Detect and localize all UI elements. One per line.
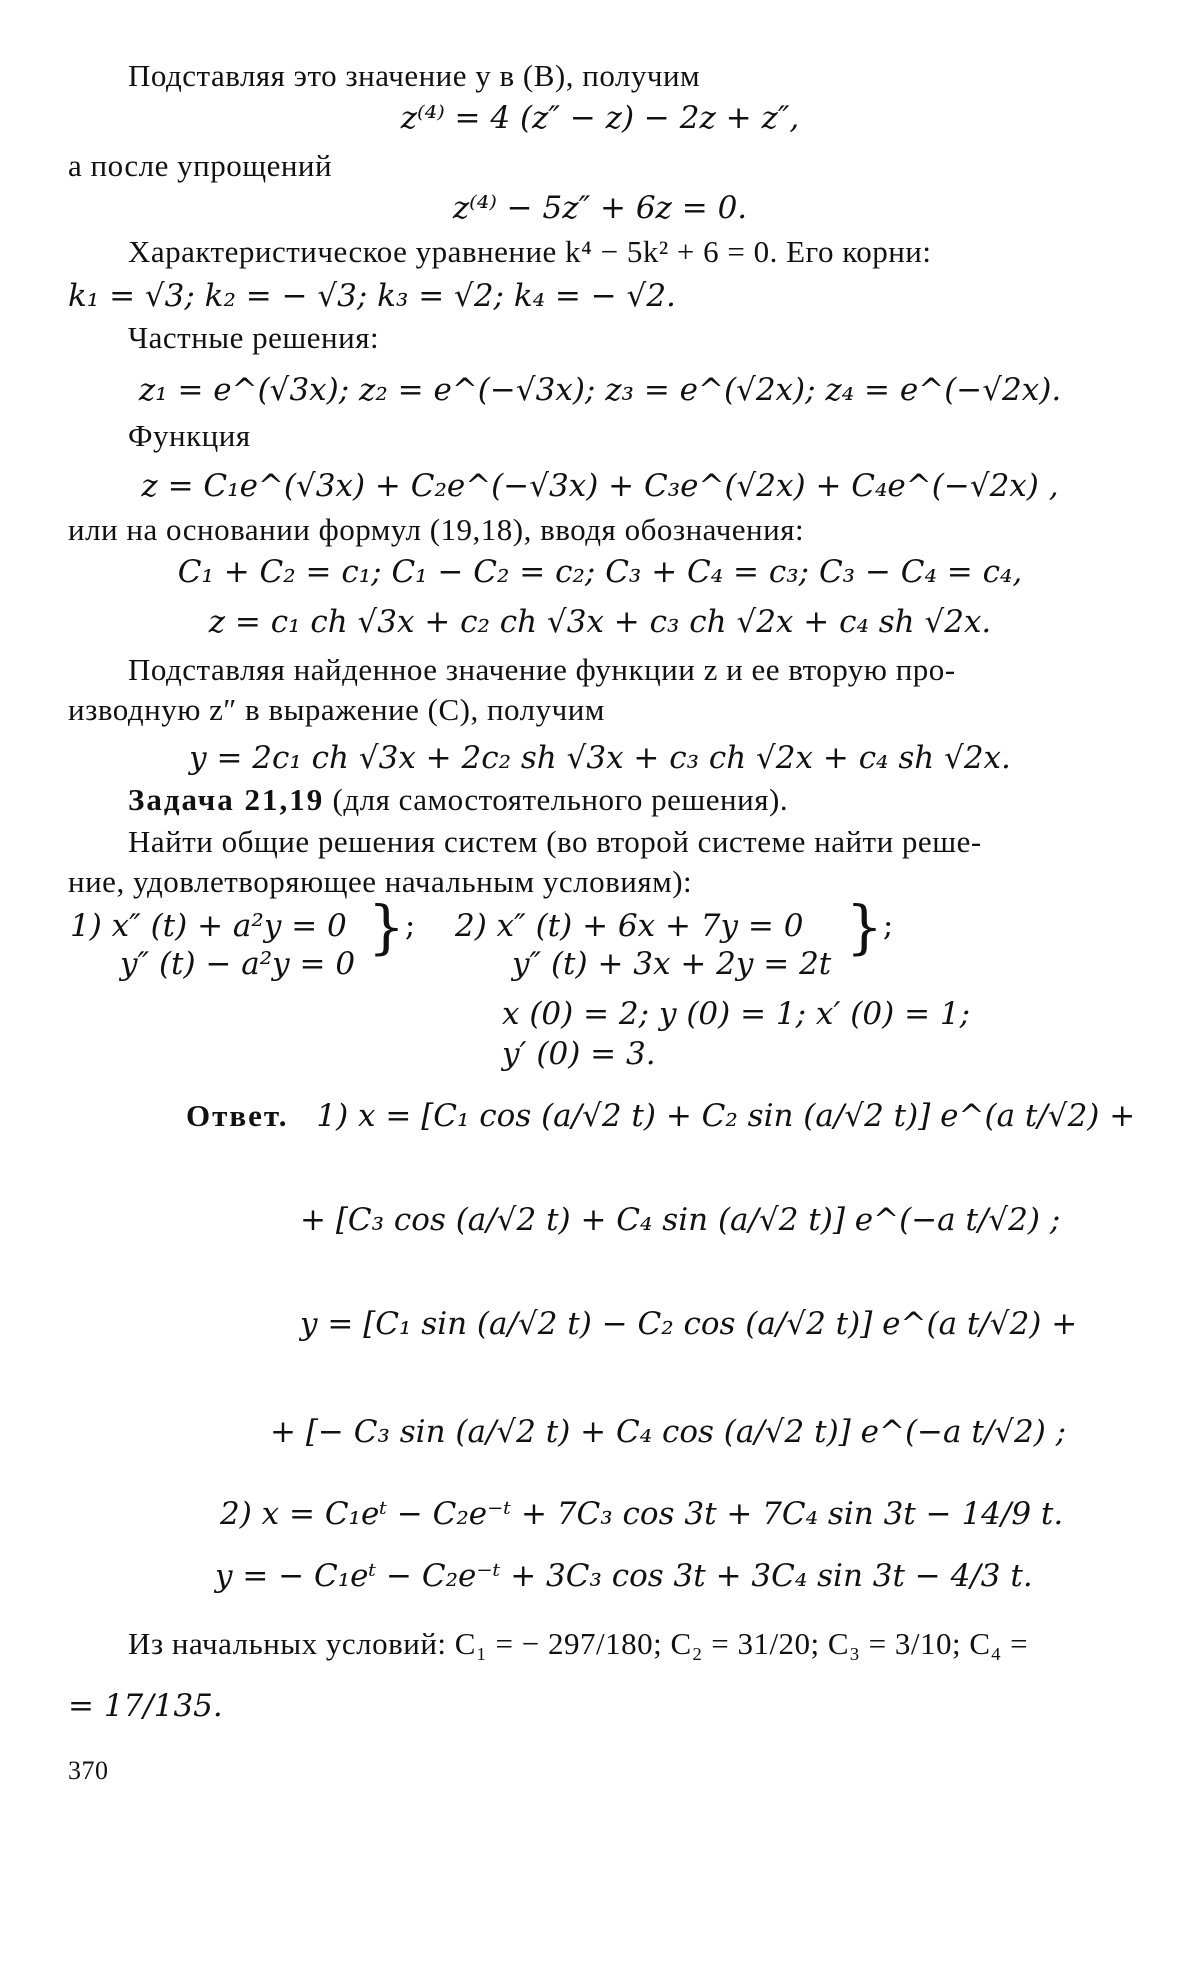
text-line: или на основании формул (19,18), вводя обозначения: — [68, 512, 805, 547]
text-line: Подставляя найденное значение функции z и ее вторую про- — [128, 652, 956, 687]
text-line: Частные решения: — [128, 320, 380, 355]
system-1-eq1: 1) x″ (t) + a²y = 0 — [70, 908, 347, 944]
formula: z₁ = e^(√3x); z₂ = e^(−√3x); z₃ = e^(√2x); z₄ = e^(−√2x). — [138, 372, 1062, 408]
formula: y = [C₁ sin (a/√2 t) − C₂ cos (a/√2 t)] e^(a t/√2) + — [300, 1306, 1078, 1342]
system-1-eq2: y″ (t) − a²y = 0 — [120, 946, 356, 982]
formula: k₁ = √3; k₂ = − √3; k₃ = √2; k₄ = − √2. — [68, 278, 676, 314]
formula: z⁽⁴⁾ = 4 (z″ − z) − 2z + z″, — [400, 100, 800, 136]
formula: z⁽⁴⁾ − 5z″ + 6z = 0. — [452, 190, 748, 226]
problem-note: (для самостоятельного решения). — [324, 782, 789, 817]
system-2-brace: }; — [846, 893, 894, 961]
formula: z = C₁e^(√3x) + C₂e^(−√3x) + C₃e^(√2x) + C₄e^(−√2x) , — [141, 468, 1059, 504]
text-line: изводную z″ в выражение (C), получим — [68, 692, 605, 727]
text-line: Найти общие решения систем (во второй системе найти реше- — [128, 824, 982, 859]
formula: = 17/135. — [68, 1688, 223, 1724]
problem-heading — [128, 780, 788, 820]
initial-conditions: y′ (0) = 3. — [502, 1036, 656, 1072]
formula: + [− C₃ sin (a/√2 t) + C₄ cos (a/√2 t)] e^(−a t/√2) ; — [270, 1414, 1067, 1450]
system-2-eq1: 2) x″ (t) + 6x + 7y = 0 — [455, 908, 804, 944]
text-line: Функция — [128, 418, 251, 453]
formula: z = c₁ ch √3x + c₂ ch √3x + c₃ ch √2x + c₄ sh √2x. — [208, 604, 992, 640]
formula: C₁ + C₂ = c₁; C₁ − C₂ = c₂; C₃ + C₄ = c₃; C₃ − C₄ = c₄, — [177, 554, 1023, 590]
answer-label: Ответ. — [186, 1098, 289, 1133]
formula: 1) x = [C₁ cos (a/√2 t) + C₂ sin (a/√2 t)] e^(a t/√2) + — [316, 1098, 1136, 1134]
text-line: ние, удовлетворяющее начальным условиям): — [68, 864, 693, 899]
formula: + [C₃ cos (a/√2 t) + C₄ sin (a/√2 t)] e^(−a t/√2) ; — [300, 1202, 1061, 1238]
formula: y = 2c₁ ch √3x + 2c₂ sh √3x + c₃ ch √2x + c₄ sh √2x. — [189, 740, 1011, 776]
text-line: Подставляя это значение y в (B), получим — [128, 58, 701, 93]
formula: 2) x = C₁eᵗ − C₂e⁻ᵗ + 7C₃ cos 3t + 7C₄ sin 3t − 14/9 t. — [220, 1496, 1064, 1532]
system-2-eq2: y″ (t) + 3x + 2y = 2t — [512, 946, 832, 982]
initial-conditions: x (0) = 2; y (0) = 1; x′ (0) = 1; — [502, 996, 971, 1032]
system-1-brace: }; — [368, 893, 416, 961]
text-line: а после упрощений — [68, 148, 333, 183]
text-line: Характеристическое уравнение k⁴ − 5k² + 6 = 0. Его корни: — [128, 234, 932, 269]
problem-number: Задача 21,19 — [128, 782, 325, 817]
formula: y = − C₁eᵗ − C₂e⁻ᵗ + 3C₃ cos 3t + 3C₄ sin 3t − 4/3 t. — [215, 1558, 1033, 1594]
page-number: 370 — [68, 1756, 109, 1785]
text-line: Из начальных условий: C₁ = − 297/180; C₂ = 31/20; C₃ = 3/10; C₄ = — [128, 1626, 1029, 1661]
answer-line — [186, 1096, 1135, 1136]
